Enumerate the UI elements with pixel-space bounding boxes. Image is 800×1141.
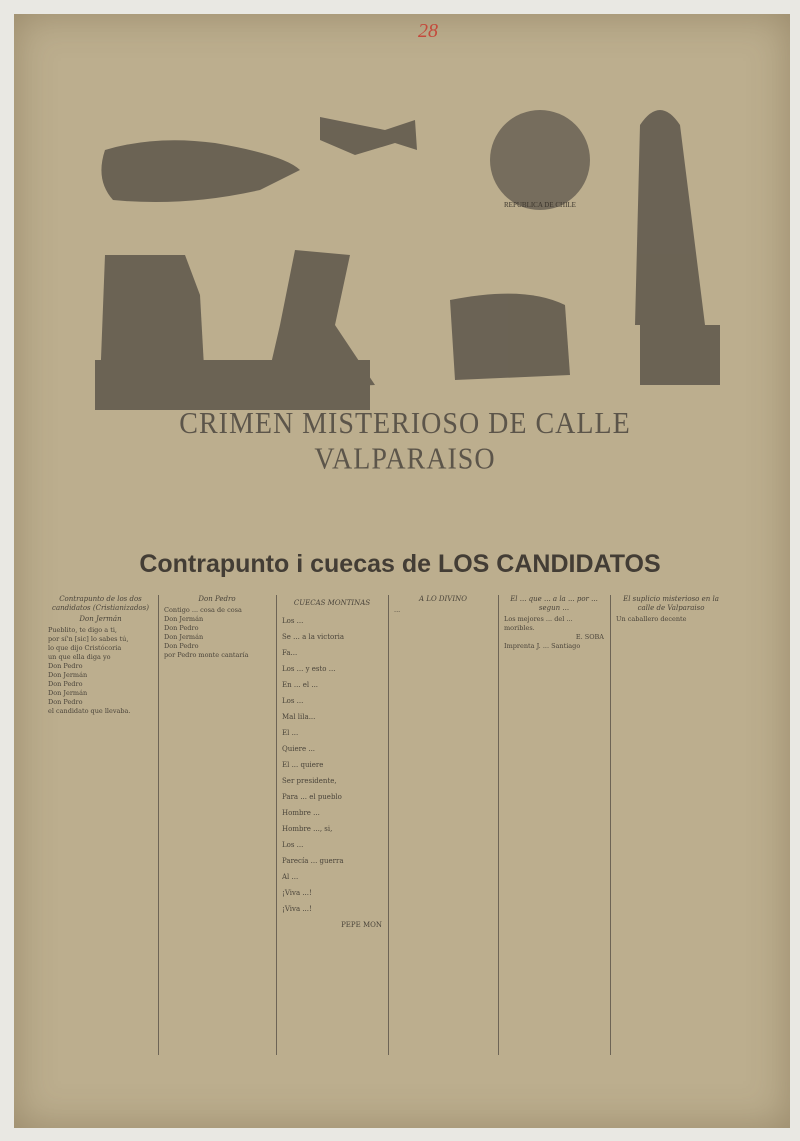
verse-line: Don Pedro [164, 642, 199, 650]
verse-line: Don Jermán [164, 615, 204, 623]
woodcut-illustrations [95, 95, 735, 415]
column-divider [388, 595, 389, 1055]
column-divider [276, 595, 277, 1055]
column-divider [498, 595, 499, 1055]
column-3 [282, 595, 382, 1065]
verse-line: Los ... y esto ... [282, 665, 336, 673]
verse-line: por sí'n [sic] lo sabes tú, [48, 635, 129, 643]
verse-line: Se ... a la victoria [282, 633, 344, 641]
column-heading: El ... que ... a la ... por ... segun ... [510, 595, 598, 612]
verse-line: Quiere ... [282, 745, 316, 753]
verse-line: un que ella diga yo [48, 653, 111, 661]
emblem-text: REPUBLICA DE CHILE [504, 201, 576, 209]
verse-line: Pueblito, te digo a ti, [48, 626, 117, 634]
verse-line: Don Pedro [48, 662, 83, 670]
verse-line: el candidato que llevaba. [48, 707, 131, 715]
verse-line: Los ... [282, 697, 304, 705]
column-heading: El suplicio misterioso en la calle de Valparaiso [623, 595, 719, 612]
verse-line: Los ... [282, 841, 304, 849]
column-6 [616, 595, 726, 1065]
verse-line: Don Jermán [164, 633, 204, 641]
verse-line: Los mejores ... del ... moribles. [504, 615, 573, 632]
column-2 [164, 595, 270, 1065]
verse-line: Fa... [282, 649, 298, 657]
signature: E. SOBA [575, 633, 604, 641]
column-heading: CUECAS MONTINAS [293, 599, 371, 607]
signature: PEPE MON [341, 921, 382, 929]
verse-line: El ... quiere [282, 761, 324, 769]
verse-line: Ser presidente, [282, 777, 337, 785]
verse-line: Don Pedro [48, 680, 83, 688]
column-1 [48, 595, 153, 1065]
verse-line: Don Jermán [48, 689, 88, 697]
verse-line: Para ... el pueblo [282, 793, 342, 801]
column-heading: Don Pedro [198, 595, 236, 603]
headline: CRIMEN MISTERIOSO DE CALLE VALPARAISO [179, 406, 631, 477]
verse-line: En ... el ... [282, 681, 319, 689]
verse-line: Don Pedro [164, 624, 199, 632]
column-4 [394, 595, 492, 1065]
verse-line: lo que dijo Cristócoria [48, 644, 122, 652]
verse-line: Don Jermán [48, 671, 88, 679]
column-heading: Contrapunto de los dos candidatos (Cristianizados) [52, 595, 149, 612]
verse-line: Mal lila... [282, 713, 316, 721]
verse-line: Parecía ... guerra [282, 857, 344, 865]
verse-line: Los ... [282, 617, 304, 625]
verse-line: ¡Viva ...! [282, 889, 312, 897]
speaker: Don Jermán [79, 615, 122, 623]
imprint: Imprenta J. ... Santiago [504, 642, 581, 650]
verse-line: El ... [282, 729, 299, 737]
verse-line: Don Pedro [48, 698, 83, 706]
verse-line: Al ... [282, 873, 299, 881]
verse-line: Un caballero decente [616, 615, 687, 623]
section-heading: Contrapunto i cuecas de LOS CANDIDATOS [139, 550, 661, 578]
verse-line: ¡Viva ...! [282, 905, 312, 913]
verse-line: Hombre ..., si, [282, 825, 333, 833]
column-5 [504, 595, 604, 1065]
verse-line: Contigo ... cosa de cosa [164, 606, 242, 614]
verse-line: Hombre ... [282, 809, 320, 817]
column-heading: A LO DIVINO [419, 595, 467, 603]
page-number: 28 [418, 20, 438, 42]
column-divider [610, 595, 611, 1055]
verse-line: por Pedro monte cantaría [164, 651, 249, 659]
text-columns [48, 595, 728, 1065]
column-divider [158, 595, 159, 1055]
verse-line: ... [394, 606, 401, 614]
